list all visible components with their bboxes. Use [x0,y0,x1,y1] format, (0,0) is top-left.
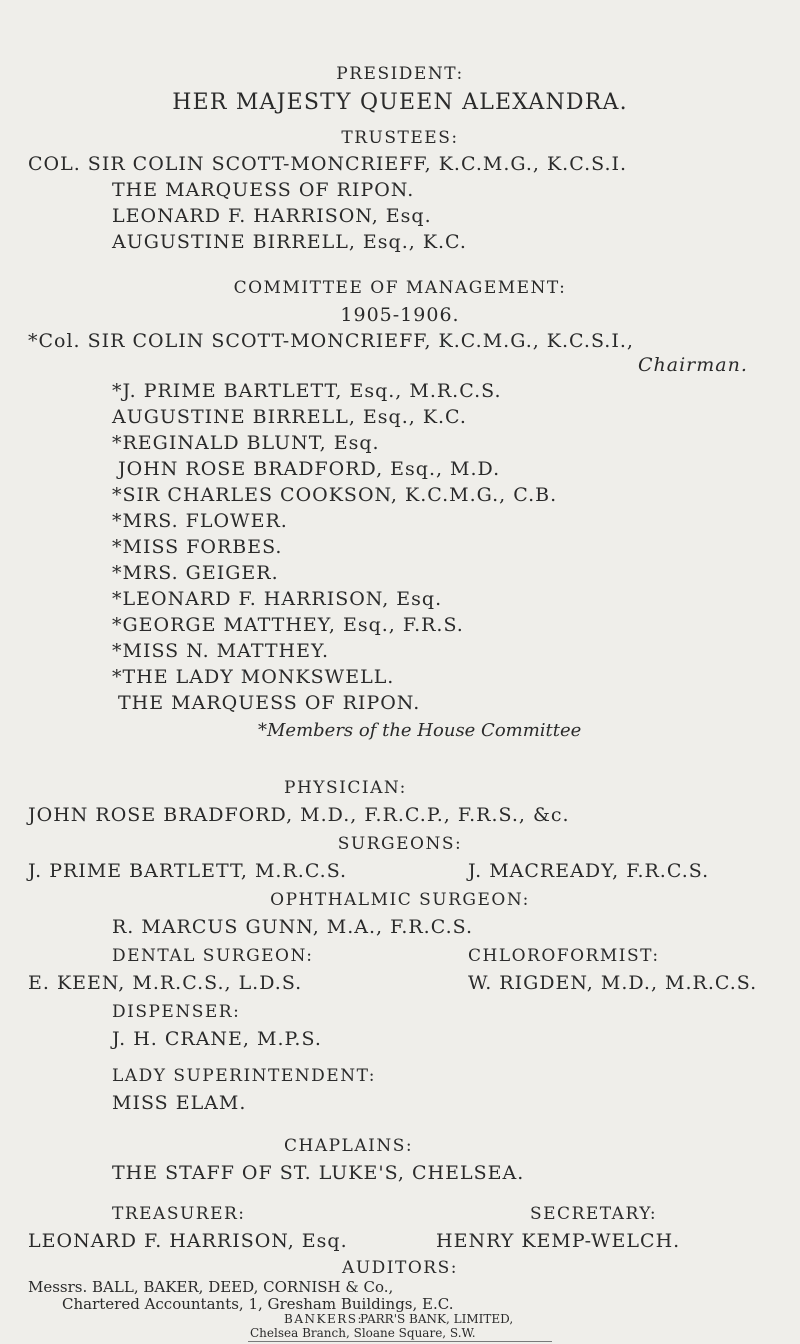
physician-name: JOHN ROSE BRADFORD, M.D., F.R.C.P., F.R.S., &c. [28,804,570,826]
committee-member-6: *SIR CHARLES COOKSON, K.C.M.G., C.B. [112,484,558,506]
superintendent-heading: LADY SUPERINTENDENT: [112,1066,377,1086]
chloroformist-name: W. RIGDEN, M.D., M.R.C.S. [468,972,758,994]
treasurer-heading: TREASURER: [112,1204,246,1224]
surgeon-left: J. PRIME BARTLETT, M.R.C.S. [28,860,348,882]
dispenser-heading: DISPENSER: [112,1002,241,1022]
committee-member-11: *GEORGE MATTHEY, Esq., F.R.S. [112,614,464,636]
surgeon-right: J. MACREADY, F.R.C.S. [468,860,710,882]
committee-member-7: *MRS. FLOWER. [112,510,288,532]
secretary-name: HENRY KEMP-WELCH. [436,1230,681,1252]
committee-member-2: *J. PRIME BARTLETT, Esq., M.R.C.S. [112,380,502,402]
committee-years: 1905-1906. [340,304,460,326]
dispenser-name: J. H. CRANE, M.P.S. [112,1028,322,1050]
secretary-heading: SECRETARY: [530,1204,658,1224]
president-heading: PRESIDENT: [336,64,464,84]
committee-member-9: *MRS. GEIGER. [112,562,279,584]
committee-member-4: *REGINALD BLUNT, Esq. [112,432,380,454]
committee-member-14: THE MARQUESS OF RIPON. [118,692,421,714]
committee-heading: COMMITTEE OF MANAGEMENT: [233,278,567,298]
chaplains-name: THE STAFF OF ST. LUKE'S, CHELSEA. [112,1162,525,1184]
physician-heading: PHYSICIAN: [284,778,407,798]
bankers-line-1: PARR'S BANK, LIMITED, [360,1312,514,1326]
surgeons-heading: SURGEONS: [337,834,463,854]
chloroformist-heading: CHLOROFORMIST: [468,946,660,966]
treasurer-name: LEONARD F. HARRISON, Esq. [28,1230,348,1252]
dental-heading: DENTAL SURGEON: [112,946,314,966]
president-name: HER MAJESTY QUEEN ALEXANDRA. [172,90,628,115]
trustee-1: COL. SIR COLIN SCOTT-MONCRIEFF, K.C.M.G., K.C.S.I. [28,153,628,175]
committee-member-12: *MISS N. MATTHEY. [112,640,330,662]
auditors-heading: AUDITORS: [342,1258,458,1278]
committee-member-8: *MISS FORBES. [112,536,283,558]
dental-name: E. KEEN, M.R.C.S., L.D.S. [28,972,303,994]
trustee-2: THE MARQUESS OF RIPON. [112,179,415,201]
ophthalmic-name: R. MARCUS GUNN, M.A., F.R.C.S. [112,916,473,938]
committee-member-10: *LEONARD F. HARRISON, Esq. [112,588,443,610]
committee-footnote: *Members of the House Committee [258,720,582,741]
chaplains-heading: CHAPLAINS: [284,1136,414,1156]
auditors-line-2: Chartered Accountants, 1, Gresham Buildings, E.C. [62,1295,454,1313]
committee-member-3: AUGUSTINE BIRRELL, Esq., K.C. [112,406,467,428]
committee-member-13: *THE LADY MONKSWELL. [112,666,395,688]
trustees-heading: TRUSTEES: [341,128,459,148]
committee-member-1: *Col. SIR COLIN SCOTT-MONCRIEFF, K.C.M.G., K.C.S.I., [28,330,634,352]
trustee-4: AUGUSTINE BIRRELL, Esq., K.C. [112,231,467,253]
trustee-3: LEONARD F. HARRISON, Esq. [112,205,432,227]
superintendent-name: MISS ELAM. [112,1092,247,1114]
bankers-line-2: Chelsea Branch, Sloane Square, S.W. [250,1326,476,1340]
auditors-line-1: Messrs. BALL, BAKER, DEED, CORNISH & Co., [28,1278,394,1296]
ophthalmic-heading: OPHTHALMIC SURGEON: [270,890,530,910]
contributions-note [30,1342,775,1343]
committee-member-5: JOHN ROSE BRADFORD, Esq., M.D. [118,458,501,480]
committee-chairman-label: Chairman. [638,354,748,376]
bankers-heading: BANKERS: [284,1312,364,1326]
